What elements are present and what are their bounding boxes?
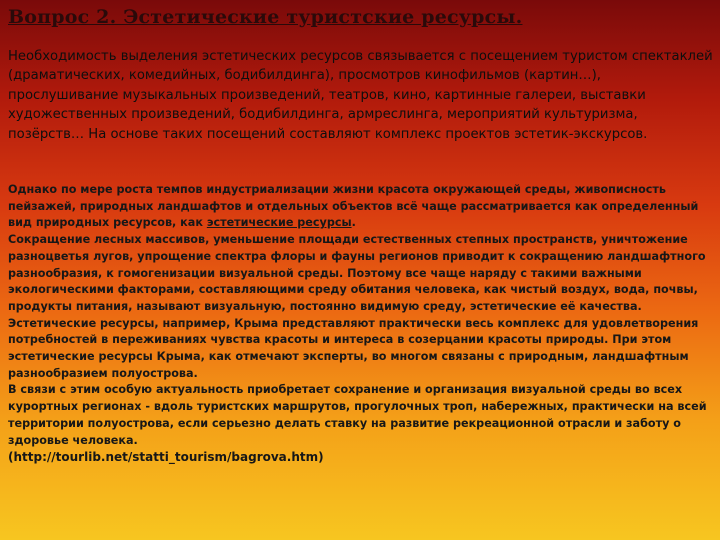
paragraph-visual-environment: В связи с этим особую актуальность приобретает сохранение и организация визуальной среды во всех курортных регионах - вдоль туристских маршрутов, прогулочных троп, набережных, практически на всей территории полуострова, если серьезно делать ставку на развитие рекреационной отрасли и заботу о здоровье человека. (8, 383, 707, 447)
source-url[interactable]: (http://tourlib.net/statti_tourism/bagrova.htm) (8, 450, 324, 465)
paragraph-industrialization (8, 182, 716, 232)
paragraph-crimea-resources: Эстетические ресурсы, например, Крыма представляют практически весь комплекс для удовлетворения потребностей в переживаниях чувства красоты и интереса в созерцании красоты природы. При этом эстетические ресурсы Крыма, как отмечают эксперты, во многом связаны с природным, ландшафтным разнообразием полуострова. (8, 316, 699, 380)
paragraph-industrialization-end: . (351, 216, 356, 230)
paragraph-industrialization-text: Однако по мере роста темпов индустриализации жизни красота окружающей среды, живописность пейзажей, природных ландшафтов и отдельных объектов всё чаще рассматривается как определенный вид природных ресурсов, как (8, 183, 699, 230)
slide-title: Вопрос 2. Эстетические туристские ресурсы. (8, 6, 523, 28)
aesthetic-resources-link[interactable]: эстетические ресурсы (206, 216, 352, 230)
lead-paragraph: Необходимость выделения эстетических ресурсов связывается с посещением туристом спектаклей (драматических, комедийных, бодибилдинга), просмотров кинофильмов (картин…), прослушивание музыкальных произведений, театров, кино, картинные галереи, выставки художественных произведений, бодибилдинга, армреслинга, мероприятий культуризма, позёрств… На основе таких посещений составляют комплекс проектов эстетик-экскурсов. (8, 49, 713, 142)
paragraph-landscape-reduction: Сокращение лесных массивов, уменьшение площади естественных степных пространств, уничтожение разноцветья лугов, упрощение спектра флоры и фауны регионов приводит к сокращению ландшафтного разнообразия, к гомогенизации визуальной среды. Поэтому все чаще наряду с такими важными экологическими факторами, составляющими среду обитания человека, как чистый воздух, вода, почвы, продукты питания, называют визуальную, постоянно видимую среду, эстетические её качества. (8, 233, 706, 313)
body-text (8, 182, 716, 466)
